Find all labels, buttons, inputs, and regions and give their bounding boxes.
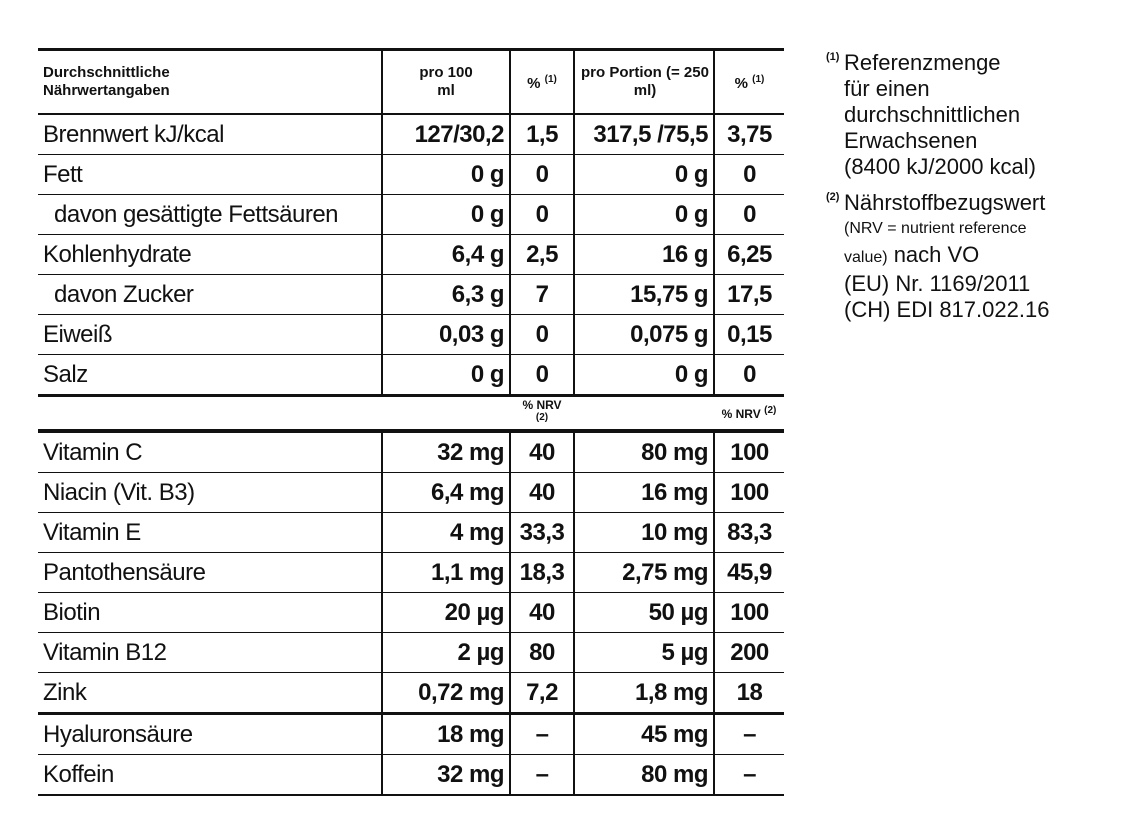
table-row bbox=[38, 714, 784, 755]
footnotes bbox=[826, 50, 1116, 333]
table-row bbox=[38, 553, 784, 593]
value-per-100ml: 6,4 mg bbox=[382, 473, 510, 513]
percent-per-100ml: 40 bbox=[510, 593, 574, 633]
nutrient-name: Salz bbox=[38, 355, 382, 396]
table-row bbox=[38, 355, 784, 396]
value-per-100ml: 6,4 g bbox=[382, 235, 510, 275]
table-row bbox=[38, 431, 784, 473]
value-per-100ml: 0,72 mg bbox=[382, 673, 510, 714]
percent-per-portion: 0 bbox=[714, 355, 784, 396]
table-row bbox=[38, 235, 784, 275]
value-per-100ml: 127/30,2 bbox=[382, 114, 510, 155]
percent-per-100ml: – bbox=[510, 714, 574, 755]
percent-per-portion: 100 bbox=[714, 473, 784, 513]
footnote-2-marker: (2) bbox=[826, 191, 840, 203]
nutrient-name: Pantothensäure bbox=[38, 553, 382, 593]
header-per-100ml: pro 100 ml bbox=[382, 50, 510, 115]
table-row bbox=[38, 673, 784, 714]
value-per-100ml: 18 mg bbox=[382, 714, 510, 755]
footnote-1-line: Referenzmenge bbox=[844, 50, 1001, 75]
value-per-portion: 0 g bbox=[574, 195, 714, 235]
value-per-portion: 5 µg bbox=[574, 633, 714, 673]
percent-per-100ml: 40 bbox=[510, 431, 574, 473]
value-per-portion: 10 mg bbox=[574, 513, 714, 553]
nutrient-name: Niacin (Vit. B3) bbox=[38, 473, 382, 513]
nutrient-name: Eiweiß bbox=[38, 315, 382, 355]
percent-per-portion: 0,15 bbox=[714, 315, 784, 355]
nutrient-name: Brennwert kJ/kcal bbox=[38, 114, 382, 155]
value-per-100ml: 0,03 g bbox=[382, 315, 510, 355]
nutrient-name: davon gesättigte Fettsäuren bbox=[38, 195, 382, 235]
value-per-100ml: 4 mg bbox=[382, 513, 510, 553]
header-percent-2: % $^{(1)}$ bbox=[714, 50, 784, 115]
footnote-2-line-small: (NRV = nutrient reference bbox=[844, 220, 1027, 237]
value-per-portion: 317,5 /75,5 bbox=[574, 114, 714, 155]
nutrient-name: Hyaluronsäure bbox=[38, 714, 382, 755]
percent-per-portion: – bbox=[714, 714, 784, 755]
percent-per-100ml: 0 bbox=[510, 155, 574, 195]
footnote-1 bbox=[826, 50, 1116, 180]
table-header-row bbox=[38, 50, 784, 115]
value-per-100ml: 0 g bbox=[382, 155, 510, 195]
footnote-1-line: (8400 kJ/2000 kcal) bbox=[844, 154, 1036, 179]
nrv-label-2: % NRV $^{(2)}$ bbox=[714, 396, 784, 432]
table-row bbox=[38, 633, 784, 673]
percent-per-portion: 100 bbox=[714, 593, 784, 633]
percent-per-portion: 45,9 bbox=[714, 553, 784, 593]
percent-per-100ml: 7,2 bbox=[510, 673, 574, 714]
value-per-100ml: 6,3 g bbox=[382, 275, 510, 315]
percent-per-portion: 100 bbox=[714, 431, 784, 473]
percent-per-portion: 0 bbox=[714, 155, 784, 195]
footnote-1-marker: (1) bbox=[826, 51, 840, 63]
table-row bbox=[38, 513, 784, 553]
value-per-100ml: 32 mg bbox=[382, 431, 510, 473]
value-per-portion: 0 g bbox=[574, 155, 714, 195]
value-per-portion: 80 mg bbox=[574, 431, 714, 473]
percent-per-100ml: 1,5 bbox=[510, 114, 574, 155]
value-per-portion: 0,075 g bbox=[574, 315, 714, 355]
percent-per-portion: 17,5 bbox=[714, 275, 784, 315]
value-per-portion: 50 µg bbox=[574, 593, 714, 633]
value-per-100ml: 2 µg bbox=[382, 633, 510, 673]
nutrient-name: Vitamin E bbox=[38, 513, 382, 553]
table-row bbox=[38, 593, 784, 633]
nutrient-name: Kohlenhydrate bbox=[38, 235, 382, 275]
footnote-2-line: (EU) Nr. 1169/2011 bbox=[844, 271, 1031, 296]
percent-per-portion: 6,25 bbox=[714, 235, 784, 275]
value-per-portion: 2,75 mg bbox=[574, 553, 714, 593]
value-per-100ml: 0 g bbox=[382, 355, 510, 396]
percent-per-100ml: 18,3 bbox=[510, 553, 574, 593]
value-per-portion: 80 mg bbox=[574, 755, 714, 796]
nutrient-name: davon Zucker bbox=[38, 275, 382, 315]
footnote-1-line: für einen bbox=[844, 76, 930, 101]
header-percent-1: % $^{(1)}$ bbox=[510, 50, 574, 115]
nutrient-name: Fett bbox=[38, 155, 382, 195]
percent-per-100ml: 7 bbox=[510, 275, 574, 315]
value-per-portion: 15,75 g bbox=[574, 275, 714, 315]
percent-per-100ml: 0 bbox=[510, 315, 574, 355]
table-row bbox=[38, 473, 784, 513]
value-per-portion: 16 g bbox=[574, 235, 714, 275]
footnote-2-line: Nährstoffbezugswert bbox=[844, 190, 1046, 215]
footnote-1-line: Erwachsenen bbox=[844, 128, 978, 153]
table-row bbox=[38, 195, 784, 235]
percent-per-100ml: – bbox=[510, 755, 574, 796]
footnote-1-line: durchschnittlichen bbox=[844, 102, 1021, 127]
nutrient-name: Vitamin B12 bbox=[38, 633, 382, 673]
nutrient-name: Zink bbox=[38, 673, 382, 714]
footnote-2-line: value) nach VO bbox=[844, 242, 980, 267]
percent-per-portion: 3,75 bbox=[714, 114, 784, 155]
percent-per-portion: 0 bbox=[714, 195, 784, 235]
percent-per-portion: 18 bbox=[714, 673, 784, 714]
table-row bbox=[38, 315, 784, 355]
nutrient-name: Koffein bbox=[38, 755, 382, 796]
value-per-portion: 45 mg bbox=[574, 714, 714, 755]
value-per-100ml: 32 mg bbox=[382, 755, 510, 796]
percent-per-portion: – bbox=[714, 755, 784, 796]
footnote-2-line: (CH) EDI 817.022.16 bbox=[844, 297, 1050, 322]
table-row bbox=[38, 275, 784, 315]
header-per-portion: pro Portion (= 250 ml) bbox=[574, 50, 714, 115]
percent-per-100ml: 80 bbox=[510, 633, 574, 673]
value-per-100ml: 20 µg bbox=[382, 593, 510, 633]
nrv-header-row bbox=[38, 396, 784, 432]
value-per-portion: 16 mg bbox=[574, 473, 714, 513]
percent-per-100ml: 33,3 bbox=[510, 513, 574, 553]
header-nutrient: Durchschnittliche Nährwertangaben bbox=[38, 50, 382, 115]
percent-per-100ml: 0 bbox=[510, 355, 574, 396]
nutrition-table bbox=[38, 48, 784, 796]
value-per-100ml: 0 g bbox=[382, 195, 510, 235]
value-per-portion: 0 g bbox=[574, 355, 714, 396]
percent-per-100ml: 0 bbox=[510, 195, 574, 235]
table-row bbox=[38, 114, 784, 155]
percent-per-portion: 200 bbox=[714, 633, 784, 673]
percent-per-portion: 83,3 bbox=[714, 513, 784, 553]
table-row bbox=[38, 155, 784, 195]
footnote-2 bbox=[826, 190, 1116, 323]
nutrition-label bbox=[38, 48, 784, 796]
nrv-label-1: % NRV $^{(2)}$ bbox=[510, 396, 574, 432]
percent-per-100ml: 2,5 bbox=[510, 235, 574, 275]
value-per-100ml: 1,1 mg bbox=[382, 553, 510, 593]
percent-per-100ml: 40 bbox=[510, 473, 574, 513]
value-per-portion: 1,8 mg bbox=[574, 673, 714, 714]
table-row bbox=[38, 755, 784, 796]
nutrient-name: Vitamin C bbox=[38, 431, 382, 473]
nutrient-name: Biotin bbox=[38, 593, 382, 633]
